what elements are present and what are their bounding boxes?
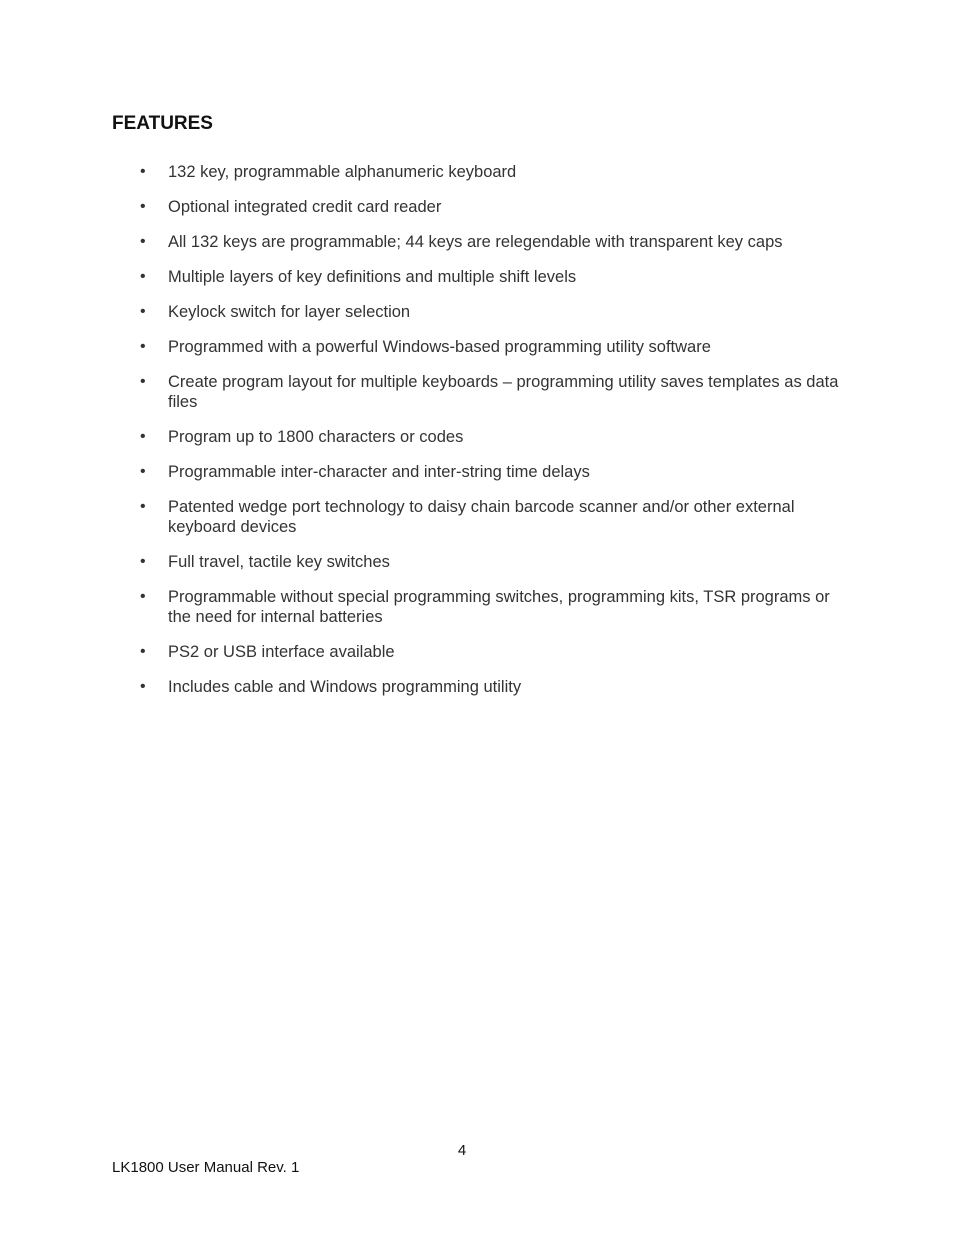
bullet-icon: • [140, 163, 146, 180]
footer-text: LK1800 User Manual Rev. 1 [112, 1159, 300, 1176]
feature-text: All 132 keys are programmable; 44 keys are relegendable with transparent key caps [168, 233, 783, 251]
feature-list [140, 162, 840, 712]
feature-item [140, 587, 840, 627]
feature-text: Keylock switch for layer selection [168, 303, 411, 321]
feature-item [140, 677, 840, 697]
feature-item [140, 232, 840, 252]
bullet-icon: • [140, 643, 146, 660]
page-number: 4 [457, 1142, 467, 1159]
feature-text: Programmable inter-character and inter-string time delays [168, 463, 590, 481]
bullet-icon: • [140, 553, 146, 570]
feature-item [140, 302, 840, 322]
feature-text: Programmed with a powerful Windows-based programming utility software [168, 338, 711, 356]
feature-text: Optional integrated credit card reader [168, 198, 442, 216]
bullet-icon: • [140, 338, 146, 355]
feature-text: PS2 or USB interface available [168, 643, 395, 661]
bullet-icon: • [140, 233, 146, 250]
bullet-icon: • [140, 588, 146, 605]
feature-item [140, 552, 840, 572]
feature-text: Patented wedge port technology to daisy chain barcode scanner and/or other external keyboard devices [168, 498, 795, 536]
bullet-icon: • [140, 198, 146, 215]
feature-item [140, 497, 840, 537]
bullet-icon: • [140, 268, 146, 285]
feature-text: Programmable without special programming switches, programming kits, TSR programs or the need for internal batteries [168, 588, 830, 626]
feature-text: Includes cable and Windows programming utility [168, 678, 522, 696]
bullet-icon: • [140, 428, 146, 445]
bullet-icon: • [140, 373, 146, 390]
feature-item [140, 642, 840, 662]
feature-text: Full travel, tactile key switches [168, 553, 390, 571]
bullet-icon: • [140, 463, 146, 480]
feature-item [140, 197, 840, 217]
feature-item [140, 162, 840, 182]
feature-text: Program up to 1800 characters or codes [168, 428, 464, 446]
feature-text: Multiple layers of key definitions and multiple shift levels [168, 268, 577, 286]
bullet-icon: • [140, 678, 146, 695]
feature-item [140, 427, 840, 447]
feature-text: Create program layout for multiple keyboards – programming utility saves templates as data files [168, 373, 839, 411]
feature-text: 132 key, programmable alphanumeric keyboard [168, 163, 517, 181]
feature-item [140, 337, 840, 357]
bullet-icon: • [140, 498, 146, 515]
bullet-icon: • [140, 303, 146, 320]
feature-item [140, 372, 840, 412]
section-heading: FEATURES [112, 113, 213, 134]
feature-item [140, 462, 840, 482]
feature-item [140, 267, 840, 287]
